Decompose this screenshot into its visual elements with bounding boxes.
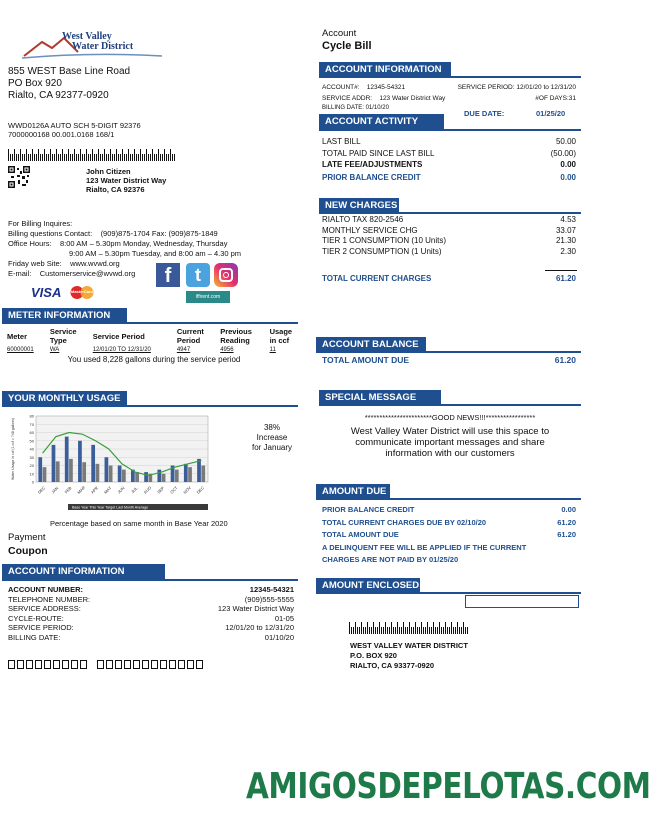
- list-item: TIER 1 CONSUMPTION (10 Units) 21.30: [322, 236, 576, 245]
- barcode-bar: [60, 154, 61, 161]
- bar: [69, 459, 73, 482]
- usage-footnote: Percentage based on same month in Base Year 2020: [50, 519, 228, 528]
- barcode-bar: [46, 154, 47, 161]
- barcode-bar: [381, 627, 382, 634]
- barcode-bar: [136, 154, 137, 161]
- barcode-bar: [172, 154, 173, 161]
- barcode-bar: [425, 627, 426, 634]
- barcode-bar: [403, 622, 404, 634]
- bar: [162, 474, 166, 482]
- barcode-bar: [421, 622, 422, 634]
- barcode-bar: [355, 622, 356, 634]
- barcode-bar: [138, 154, 139, 161]
- watermark-badge: iffirent.com: [186, 291, 230, 303]
- x-tick-label: JUN: [116, 485, 126, 495]
- usage-chart: [8, 410, 218, 512]
- barcode-bar: [441, 627, 442, 634]
- barcode-bar: [401, 627, 402, 634]
- barcode-bar: [423, 627, 424, 634]
- barcode-bar: [104, 149, 105, 161]
- scan-box: [8, 660, 15, 669]
- list-item: RIALTO TAX 820-2546 4.53: [322, 215, 576, 224]
- barcode-bar: [385, 622, 386, 634]
- remit-barcode: [349, 622, 468, 634]
- barcode-bar: [166, 154, 167, 161]
- scan-box: [142, 660, 149, 669]
- barcode-bar: [174, 154, 175, 161]
- late-fee-row: LATE FEE/ADJUSTMENTS 0.00: [322, 160, 576, 169]
- barcode-bar: [405, 627, 406, 634]
- barcode-bar: [453, 627, 454, 634]
- barcode-bar: [68, 149, 69, 161]
- bar: [96, 464, 100, 482]
- barcode-bar: [445, 622, 446, 634]
- x-tick-label: JUL: [129, 485, 139, 495]
- barcode-bar: [142, 154, 143, 161]
- bar: [197, 459, 201, 482]
- barcode-bar: [84, 154, 85, 161]
- barcode-bar: [120, 154, 121, 161]
- barcode-bar: [54, 154, 55, 161]
- scan-box: [160, 660, 167, 669]
- scan-box: [44, 660, 51, 669]
- barcode-bar: [92, 149, 93, 161]
- bar: [43, 467, 47, 482]
- scan-box: [151, 660, 158, 669]
- remit-address: WEST VALLEY WATER DISTRICT P.O. BOX 920 RIALTO, CA 93377-0920: [350, 641, 468, 670]
- barcode-bar: [122, 149, 123, 161]
- barcode-bar: [30, 154, 31, 161]
- barcode-bar: [465, 627, 466, 634]
- barcode-bar: [76, 154, 77, 161]
- barcode-bar: [124, 154, 125, 161]
- bar: [38, 457, 42, 482]
- barcode-bar: [429, 627, 430, 634]
- district-address: 855 WEST Base Line Road PO Box 920 Rialto, CA 92377-0920: [8, 66, 131, 101]
- scan-box: [124, 660, 131, 669]
- barcode-bar: [144, 154, 145, 161]
- twitter-icon[interactable]: t: [186, 263, 210, 287]
- barcode-bar: [367, 622, 368, 634]
- site-watermark: AMIGOSDEPELOTAS.COM: [246, 766, 651, 807]
- barcode-bar: [48, 154, 49, 161]
- barcode-bar: [20, 149, 21, 161]
- bar: [91, 445, 95, 482]
- monthly-usage-header: YOUR MONTHLY USAGE: [2, 391, 127, 407]
- barcode-bar: [158, 149, 159, 161]
- scan-box: [187, 660, 194, 669]
- barcode-bar: [90, 154, 91, 161]
- barcode-bar: [82, 154, 83, 161]
- col-service-period: Service Period: [92, 331, 145, 341]
- barcode-bar: [50, 149, 51, 161]
- barcode-bar: [353, 627, 354, 634]
- barcode-bar: [26, 149, 27, 161]
- barcode-bar: [391, 622, 392, 634]
- barcode-bar: [373, 622, 374, 634]
- scan-box: [80, 660, 87, 669]
- barcode-bar: [8, 149, 9, 161]
- barcode-bar: [467, 627, 468, 634]
- scan-box: [133, 660, 140, 669]
- list-item: TIER 2 CONSUMPTION (1 Units) 2.30: [322, 246, 576, 256]
- barcode-bar: [419, 627, 420, 634]
- cycle-bill-title: Cycle Bill: [322, 40, 372, 52]
- bar: [144, 472, 148, 482]
- barcode-bar: [150, 154, 151, 161]
- barcode-bar: [36, 154, 37, 161]
- barcode-bar: [28, 154, 29, 161]
- x-tick-label: SEP: [156, 485, 166, 495]
- col-previous: Previous Reading: [220, 327, 252, 345]
- barcode-bar: [439, 622, 440, 634]
- barcode-bar: [433, 622, 434, 634]
- barcode-bar: [156, 154, 157, 161]
- barcode-bar: [409, 622, 410, 634]
- barcode-bar: [100, 154, 101, 161]
- barcode-bar: [18, 154, 19, 161]
- barcode-bar: [40, 154, 41, 161]
- due-date-value: 01/25/20: [536, 109, 566, 118]
- barcode-bar: [459, 627, 460, 634]
- scan-box: [169, 660, 176, 669]
- barcode-bar: [42, 154, 43, 161]
- usage-chart-svg: [8, 410, 218, 512]
- account-label: Account: [322, 28, 357, 39]
- bar: [56, 461, 60, 482]
- bar: [52, 445, 56, 482]
- list-item: ACCOUNT NUMBER: 12345-54321: [8, 585, 294, 594]
- barcode-bar: [349, 622, 350, 634]
- barcode-bar: [148, 154, 149, 161]
- list-item: MONTHLY SERVICE CHG 33.07: [322, 225, 576, 235]
- amount-enclosed-input[interactable]: [465, 595, 579, 608]
- scan-box: [17, 660, 24, 669]
- barcode-bar: [393, 627, 394, 634]
- barcode-bar: [461, 627, 462, 634]
- meter-table: [4, 326, 304, 364]
- y-tick-label: 30: [29, 454, 34, 460]
- barcode-bar: [146, 149, 147, 161]
- logo-line2: Water District: [72, 41, 134, 52]
- col-meter: Meter: [7, 331, 28, 341]
- logo: [22, 30, 162, 62]
- barcode-bar: [160, 154, 161, 161]
- barcode-bar: [116, 149, 117, 161]
- mailing-info: WWD0126A AUTO SCH 5-DIGIT 92376 7000000168 00.001.0168 168/1: [8, 121, 141, 139]
- bar: [109, 466, 113, 483]
- prior-balance-row: PRIOR BALANCE CREDIT 0.00: [322, 173, 576, 182]
- amount-enclosed-header: AMOUNT ENCLOSED: [316, 578, 420, 594]
- bar: [184, 464, 188, 482]
- barcode-bar: [16, 154, 17, 161]
- barcode-bar: [94, 154, 95, 161]
- col-service-type: Service Type: [49, 327, 77, 345]
- scan-box: [97, 660, 104, 669]
- y-axis-label: Water Usage in ccf (1 ccf = 748 gallons): [11, 417, 15, 481]
- list-item: CYCLE-ROUTE: 01-05: [8, 613, 294, 623]
- due-date-label: DUE DATE:: [464, 109, 505, 118]
- barcode-bar: [447, 627, 448, 634]
- y-tick-label: 20: [29, 463, 34, 468]
- visa-logo: VISA: [31, 285, 62, 300]
- qr-code: [8, 166, 30, 188]
- email-link[interactable]: Customerservice@wvwd.org: [39, 269, 136, 278]
- barcode-bar: [455, 627, 456, 634]
- billing-inquiries: For Billing Inquires: Billing questions Contact: (909)875-1704 Fax: (909)875-1849 Office Hours: 8:00 AM – 5.30pm Monday, Wednesday, Thursday 9:00 AM – 5.30pm Tuesday, and 8:00 am – 4.30 pm Friday web Site: www.wvwd.org E-mail: Customerservice@wvwd.org: [8, 219, 242, 278]
- barcode-bar: [463, 622, 464, 634]
- y-tick-label: 50: [29, 438, 34, 444]
- barcode-bar: [359, 627, 360, 634]
- barcode-bar: [365, 627, 366, 634]
- list-item: BILLING DATE: 01/10/20: [8, 632, 294, 642]
- barcode-bar: [52, 154, 53, 161]
- barcode-bar: [22, 154, 23, 161]
- account-activity: [322, 136, 576, 160]
- barcode-bar: [56, 149, 57, 161]
- bar: [157, 470, 161, 482]
- barcode-bar: [112, 154, 113, 161]
- barcode-bar: [24, 154, 25, 161]
- barcode-bar: [88, 154, 89, 161]
- list-item: SERVICE ADDRESS: 123 Water District Way: [8, 604, 294, 613]
- bar: [175, 470, 179, 482]
- barcode-bar: [108, 154, 109, 161]
- bar: [82, 462, 86, 482]
- barcode-bar: [351, 627, 352, 634]
- barcode-bar: [427, 622, 428, 634]
- x-tick-label: JAN: [50, 485, 60, 495]
- y-tick-label: 40: [29, 446, 34, 452]
- total-due-row: TOTAL AMOUNT DUE 61.20: [322, 355, 576, 365]
- barcode-bar: [431, 627, 432, 634]
- barcode-bar: [162, 154, 163, 161]
- amount-due-header: AMOUNT DUE: [316, 484, 390, 500]
- barcode-bar: [435, 627, 436, 634]
- barcode-bar: [126, 154, 127, 161]
- account-balance-header: ACCOUNT BALANCE: [316, 337, 426, 353]
- logo-line1: West Valley: [62, 31, 112, 42]
- x-tick-label: NOV: [182, 485, 192, 495]
- barcode-bar: [98, 149, 99, 161]
- y-tick-label: 70: [29, 421, 34, 427]
- barcode-bar: [134, 149, 135, 161]
- special-message: ***********************GOOD NEWS!!!***************** West Valley Water District will use this space to communicate important messages and share information with our customers: [350, 413, 550, 459]
- barcode-bar: [361, 622, 362, 634]
- barcode-bar: [58, 154, 59, 161]
- bar: [118, 466, 122, 483]
- x-tick-label: MAR: [76, 485, 87, 495]
- barcode-bar: [170, 149, 171, 161]
- new-charges-header: NEW CHARGES: [319, 198, 399, 214]
- list-item: TELEPHONE NUMBER: (909)555-5555: [8, 594, 294, 604]
- col-usage: Usage in ccf: [269, 327, 293, 345]
- bar: [201, 466, 205, 483]
- scan-box: [106, 660, 113, 669]
- barcode-bar: [38, 149, 39, 161]
- barcode-bar: [74, 149, 75, 161]
- bar: [105, 457, 109, 482]
- x-tick-label: AUG: [142, 485, 153, 495]
- barcode-bar: [72, 154, 73, 161]
- barcode-bar: [451, 622, 452, 634]
- y-tick-label: 60: [29, 430, 34, 435]
- barcode-bar: [164, 149, 165, 161]
- facebook-icon[interactable]: f: [156, 263, 180, 287]
- y-tick-label: 80: [29, 413, 34, 419]
- bar: [122, 470, 126, 482]
- barcode-bar: [357, 627, 358, 634]
- x-tick-label: FEB: [63, 485, 73, 495]
- usage-increase: 38% Increase for January: [251, 423, 293, 452]
- barcode-bar: [377, 627, 378, 634]
- barcode-bar: [110, 149, 111, 161]
- barcode-bar: [443, 627, 444, 634]
- scan-box: [62, 660, 69, 669]
- list-item: LAST BILL 50.00: [322, 137, 576, 146]
- barcode-bar: [152, 149, 153, 161]
- legend-text: Base Year This Year Target Last Month Average: [72, 505, 149, 510]
- barcode-bar: [10, 154, 11, 161]
- bar: [78, 441, 82, 482]
- barcode-bar: [437, 627, 438, 634]
- barcode-bar: [449, 627, 450, 634]
- scan-box: [71, 660, 78, 669]
- barcode-bar: [415, 622, 416, 634]
- list-item: SERVICE PERIOD: 12/01/20 to 12/31/20: [8, 623, 294, 632]
- barcode-bar: [457, 622, 458, 634]
- table-row: 60000001 WA 12/01/20 TO 12/31/20 4947 4956 11: [7, 347, 276, 353]
- account-info-right: ACCOUNT#: 12345-54321 SERVICE PERIOD: 12/01/20 to 12/31/20 SERVICE ADDR: 123 Water District Way #OF DAYS:31: [322, 84, 576, 102]
- barcode-bar: [395, 627, 396, 634]
- usage-note: You used 8,228 gallons during the service period: [67, 355, 241, 364]
- barcode-bar: [389, 627, 390, 634]
- barcode-bar: [106, 154, 107, 161]
- x-tick-label: APR: [89, 485, 100, 495]
- y-tick-label: 10: [29, 471, 34, 477]
- new-charges: [322, 215, 576, 257]
- barcode-bar: [379, 622, 380, 634]
- barcode-bar: [397, 622, 398, 634]
- barcode-bar: [32, 149, 33, 161]
- barcode-bar: [80, 149, 81, 161]
- scan-box: [53, 660, 60, 669]
- scan-box: [35, 660, 42, 669]
- payment-label: Payment: [8, 532, 46, 543]
- scan-box: [196, 660, 203, 669]
- barcode-bar: [369, 627, 370, 634]
- x-tick-label: DEC: [195, 485, 206, 495]
- barcode-bar: [407, 627, 408, 634]
- x-tick-label: OCT: [169, 485, 179, 495]
- barcode-bar: [417, 627, 418, 634]
- barcode-bar: [12, 154, 13, 161]
- account-info-header-left: ACCOUNT INFORMATION: [2, 564, 165, 580]
- barcode-bar: [411, 627, 412, 634]
- scan-box: [115, 660, 122, 669]
- barcode-bar: [102, 154, 103, 161]
- scan-line: [8, 660, 203, 669]
- account-info-header-right: ACCOUNT INFORMATION: [319, 62, 451, 78]
- barcode-bar: [140, 149, 141, 161]
- barcode-bar: [62, 149, 63, 161]
- barcode-bar: [64, 154, 65, 161]
- barcode-bar: [86, 149, 87, 161]
- barcode-bar: [118, 154, 119, 161]
- barcode-bar: [363, 627, 364, 634]
- barcode-bar: [114, 154, 115, 161]
- meter-info-header: METER INFORMATION: [2, 308, 127, 324]
- bar: [188, 467, 192, 482]
- barcode-bar: [168, 154, 169, 161]
- list-item: TOTAL PAID SINCE LAST BILL (50.00): [322, 149, 576, 158]
- postal-barcode: [8, 149, 175, 161]
- barcode-bar: [154, 154, 155, 161]
- amount-due: PRIOR BALANCE CREDIT 0.00 TOTAL CURRENT CHARGES DUE BY 02/10/20 61.20 TOTAL AMOUNT DUE 61.20 A DELINQUENT FEE WILL BE APPLIED IF THE CURRENT CHARGES ARE NOT PAID BY 01/25/20: [322, 505, 576, 564]
- billing-date: BILLING DATE: 01/10/20: [322, 105, 389, 111]
- barcode-bar: [34, 154, 35, 161]
- barcode-bar: [128, 149, 129, 161]
- barcode-bar: [387, 627, 388, 634]
- barcode-bar: [132, 154, 133, 161]
- y-tick-label: 0: [31, 479, 34, 485]
- website-link[interactable]: www.wvwd.org: [70, 259, 120, 268]
- scan-box: [178, 660, 185, 669]
- barcode-bar: [399, 627, 400, 634]
- barcode-bar: [78, 154, 79, 161]
- barcode-bar: [371, 627, 372, 634]
- total-current-row: TOTAL CURRENT CHARGES 61.20: [322, 274, 576, 283]
- barcode-bar: [375, 627, 376, 634]
- barcode-bar: [413, 627, 414, 634]
- account-info-left: [8, 585, 294, 642]
- barcode-bar: [66, 154, 67, 161]
- barcode-bar: [130, 154, 131, 161]
- bar: [65, 437, 69, 482]
- x-tick-label: MAY: [102, 485, 113, 495]
- barcode-bar: [44, 149, 45, 161]
- col-current: Current Period: [176, 327, 204, 345]
- x-tick-label: DEC: [36, 485, 47, 495]
- barcode-bar: [96, 154, 97, 161]
- bar: [135, 472, 139, 482]
- instagram-icon[interactable]: [214, 263, 238, 287]
- customer-address: John Citizen 123 Water District Way Rialto, CA 92376: [86, 167, 167, 194]
- barcode-bar: [383, 627, 384, 634]
- scan-box: [26, 660, 33, 669]
- coupon-label: Coupon: [8, 545, 48, 557]
- barcode-bar: [14, 149, 15, 161]
- barcode-bar: [70, 154, 71, 161]
- special-message-header: SPECIAL MESSAGE: [319, 390, 441, 406]
- account-activity-header: ACCOUNT ACTIVITY: [319, 114, 444, 130]
- mastercard-logo: MasterCard: [68, 286, 96, 299]
